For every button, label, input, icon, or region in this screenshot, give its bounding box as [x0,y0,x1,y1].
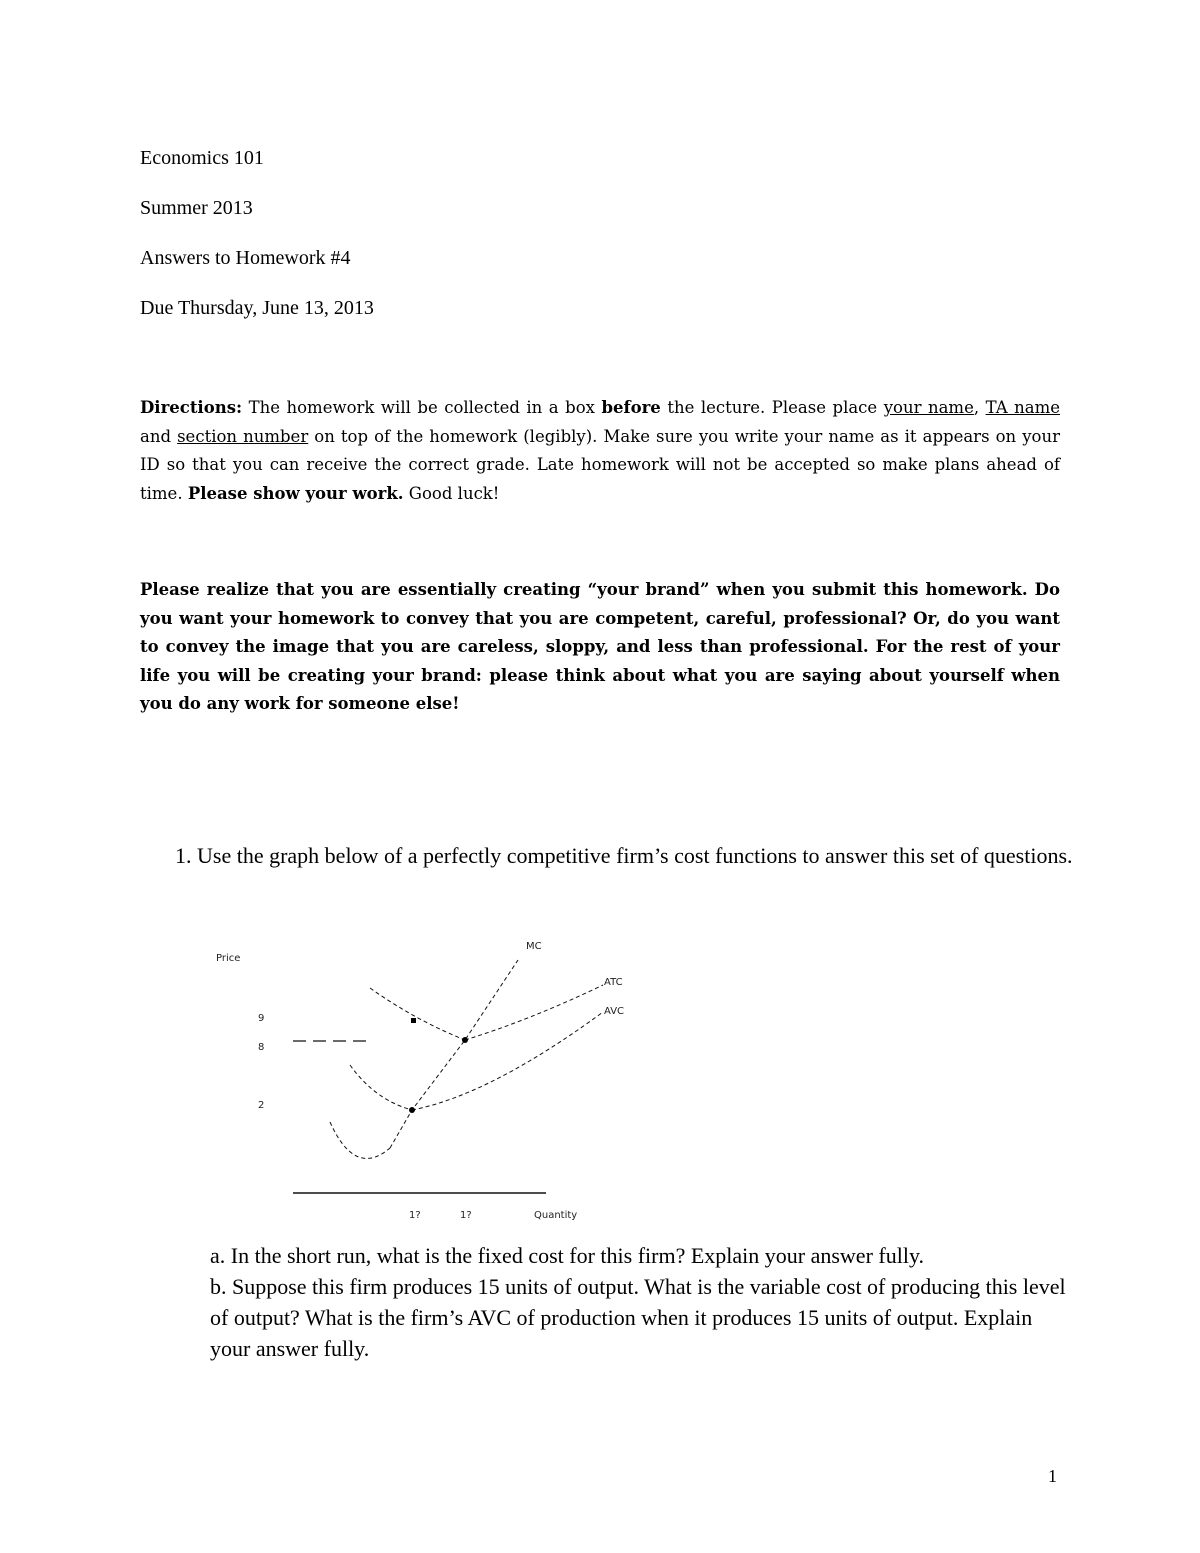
y-tick-label: 2 [258,1100,265,1111]
data-point [411,1018,416,1023]
directions-text: The homework will be collected in a box [242,398,602,417]
data-point [409,1107,415,1113]
atc-curve [370,988,465,1040]
directions-text: Good luck! [403,483,500,503]
directions-label: Directions: [140,398,243,417]
mc-series-label: MC [526,941,542,952]
course-name: Economics 101 [140,147,264,169]
directions-text: the lecture. Please place [660,398,884,417]
avc-curve [412,1012,603,1110]
section-number-underlined: section number [177,426,309,446]
y-tick-label: 8 [258,1042,265,1053]
atc-curve [465,985,603,1040]
show-work-emphasis: Please show your work. [187,483,404,503]
x-tick-label: 1? [460,1210,472,1221]
directions-text: and [140,426,178,446]
avc-series-label: AVC [604,1006,625,1017]
atc-series-label: ATC [604,977,623,988]
document-title: Answers to Homework #4 [140,247,351,269]
mc-curve [330,1122,390,1158]
ta-name-underlined: TA name [985,398,1060,417]
before-emphasis: before [601,398,661,417]
x-axis-label: Quantity [534,1210,578,1221]
directions-paragraph [140,394,1060,508]
question-1-part-a: a. In the short run, what is the fixed cost for this firm? Explain your answer fully. [210,1243,925,1268]
y-tick-label: 9 [258,1013,265,1024]
data-point [462,1037,468,1043]
due-date: Due Thursday, June 13, 2013 [140,297,374,319]
x-tick-label: 1? [409,1210,421,1221]
term: Summer 2013 [140,197,253,219]
question-1-part-b: b. Suppose this firm produces 15 units of output. What is the variable cost of producing this level of output? What is the firm’s AVC of production when it produces 15 units of output. Explain your answer fully. [210,1274,1066,1361]
y-axis-label: Price [216,953,241,964]
question-1-prompt: 1. Use the graph below of a perfectly competitive firm’s cost functions to answer this set of questions. [175,843,1073,868]
brand-note: Please realize that you are essentially creating “your brand” when you submit this homework. Do you want your homework to convey that you are competent, careful, professional? Or, do you want to convey the image that you are careless, sloppy, and less than professional. For the rest of your life you will be creating your brand: please think about what you are saying about yourself when you do any work for someone else! [140,580,1060,713]
avc-curve [350,1065,412,1110]
your-name-underlined: your name [883,398,974,417]
page-number: 1 [1048,1466,1057,1486]
directions-text: , [973,398,986,417]
cost-curves-chart [200,930,625,1230]
directions-text: on top of the homework (legibly). Make sure you write your name as it appears on your ID so that you can receive the correct grade. Late homework will not be accepted so make plans ahead of time. [140,426,1060,503]
mc-curve [390,960,518,1148]
